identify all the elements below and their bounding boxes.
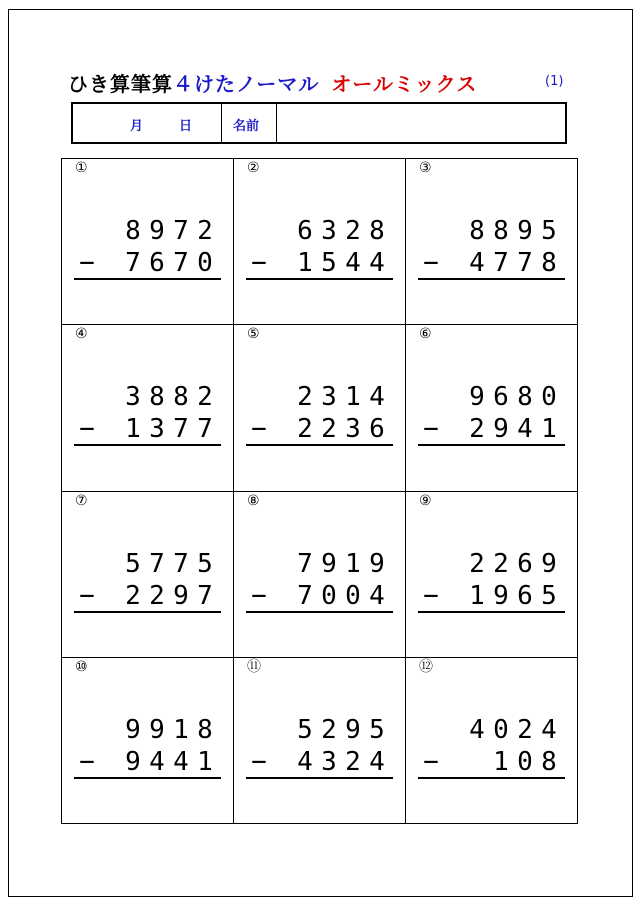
digit: 8: [149, 382, 165, 413]
digit: 0: [345, 580, 361, 611]
minuend: [121, 714, 217, 746]
subtrahend: [419, 580, 561, 612]
subtrahend: [75, 247, 217, 279]
digit: 7: [173, 216, 189, 246]
problem-cell[interactable]: [234, 658, 406, 824]
digit: [465, 747, 489, 777]
subtrahend: [419, 746, 561, 778]
header-box: [71, 102, 567, 144]
name-field[interactable]: [277, 104, 565, 142]
problem-cell[interactable]: [406, 159, 578, 325]
problem-number: ②: [247, 160, 260, 176]
digit: 5: [369, 714, 385, 745]
minus-sign: −: [423, 414, 439, 445]
digit: 2: [125, 580, 141, 611]
subtrahend: [247, 413, 389, 445]
digit: 9: [493, 580, 509, 611]
subtrahend: [247, 746, 389, 778]
digit: 6: [493, 382, 509, 413]
digit: 1: [197, 746, 213, 777]
digit: 1: [345, 548, 361, 579]
digit: 4: [469, 248, 485, 278]
answer-line: [246, 278, 393, 280]
answer-line: [418, 611, 565, 613]
digit: 4: [149, 746, 165, 777]
problem-number: ⑫: [419, 658, 433, 675]
minuend: [293, 548, 389, 580]
minus-sign: −: [79, 414, 95, 445]
subtrahend: [247, 247, 389, 279]
digit: 3: [321, 216, 337, 246]
problem-number: ⑥: [419, 326, 432, 343]
digit: 5: [541, 216, 557, 246]
answer-line: [418, 777, 565, 779]
answer-line: [246, 611, 393, 613]
answer-line: [418, 444, 565, 446]
digit: 5: [125, 548, 141, 579]
digit: 9: [149, 714, 165, 745]
digit: 7: [173, 248, 189, 278]
digit: 3: [149, 414, 165, 445]
minus-sign: −: [251, 414, 267, 445]
problem-number: ⑤: [247, 326, 260, 343]
digit: 1: [297, 248, 313, 278]
digit: 9: [149, 216, 165, 246]
digit: 4: [369, 746, 385, 777]
digit: 4: [345, 248, 361, 278]
digit: 6: [149, 248, 165, 278]
digit: 5: [321, 248, 337, 278]
digit: 0: [197, 248, 213, 278]
digit: 7: [125, 248, 141, 278]
minus-sign: −: [251, 580, 267, 611]
digit: 8: [541, 746, 557, 777]
problem-cell[interactable]: [406, 492, 578, 658]
digit: 9: [173, 580, 189, 611]
digit: 9: [469, 382, 485, 413]
digit: 2: [197, 216, 213, 246]
digit: 7: [297, 580, 313, 611]
digit: 2: [469, 548, 485, 579]
problem-cell[interactable]: [234, 325, 406, 491]
minus-sign: −: [79, 248, 95, 278]
problem-cell[interactable]: [234, 492, 406, 658]
minus-sign: −: [79, 580, 95, 611]
digit: 9: [493, 414, 509, 445]
problem-number: ⑨: [419, 492, 432, 509]
digit: 4: [297, 746, 313, 777]
digit: 4: [517, 414, 533, 445]
problem-cell[interactable]: [62, 159, 234, 325]
digit: 4: [369, 382, 385, 413]
minuend: [121, 215, 217, 247]
digit: 6: [297, 216, 313, 246]
digit: 2: [149, 580, 165, 611]
date-field[interactable]: [73, 104, 222, 142]
digit: 0: [517, 746, 533, 777]
minus-sign: −: [251, 746, 267, 777]
digit: 4: [469, 714, 485, 745]
minuend: [465, 381, 561, 413]
digit: 8: [197, 714, 213, 745]
digit: 9: [345, 714, 361, 745]
digit: 9: [369, 548, 385, 579]
name-label: 名前: [233, 119, 260, 134]
title-part-subtraction: ひき算筆算: [68, 72, 173, 96]
digit: 3: [125, 382, 141, 413]
answer-line: [418, 278, 565, 280]
title-part-digits: ４けたノーマル: [173, 72, 320, 96]
name-label-cell: [222, 104, 277, 142]
problem-cell[interactable]: [406, 658, 578, 824]
minuend: [465, 714, 561, 746]
digit: 3: [321, 382, 337, 413]
minus-sign: −: [423, 746, 439, 777]
minus-sign: −: [423, 580, 439, 611]
digit: 8: [541, 248, 557, 278]
digit: 7: [493, 248, 509, 278]
digit: 2: [517, 714, 533, 745]
digit: 9: [125, 714, 141, 745]
answer-line: [74, 611, 221, 613]
minuend: [465, 215, 561, 247]
subtrahend: [75, 413, 217, 445]
answer-line: [74, 444, 221, 446]
digit: 0: [541, 382, 557, 413]
digit: 7: [173, 414, 189, 445]
digit: 0: [321, 580, 337, 611]
digit: 4: [369, 580, 385, 611]
digit: 3: [345, 414, 361, 445]
digit: 7: [197, 580, 213, 611]
title-part-mix: オールミックス: [331, 72, 478, 96]
digit: 8: [493, 216, 509, 246]
answer-line: [246, 777, 393, 779]
subtrahend: [75, 580, 217, 612]
digit: 9: [125, 746, 141, 777]
minus-sign: −: [423, 248, 439, 278]
digit: 1: [541, 414, 557, 445]
digit: 9: [517, 216, 533, 246]
subtrahend: [419, 413, 561, 445]
digit: 2: [345, 216, 361, 246]
minus-sign: −: [79, 746, 95, 777]
digit: 5: [197, 548, 213, 579]
digit: 4: [369, 248, 385, 278]
digit: 7: [297, 548, 313, 579]
minus-sign: −: [251, 248, 267, 278]
digit: 7: [149, 548, 165, 579]
digit: 6: [517, 580, 533, 611]
digit: 5: [541, 580, 557, 611]
day-label: 日: [179, 119, 193, 134]
problem-number: ⑧: [247, 492, 260, 509]
minuend: [293, 381, 389, 413]
sheet-number: (1): [545, 74, 564, 89]
digit: 9: [541, 548, 557, 579]
digit: 1: [493, 746, 509, 777]
problem-cell[interactable]: [406, 325, 578, 491]
digit: 8: [173, 382, 189, 413]
problem-cell[interactable]: [62, 492, 234, 658]
digit: 6: [517, 548, 533, 579]
problem-number: ⑪: [247, 658, 261, 675]
digit: 2: [197, 382, 213, 413]
problem-number: ③: [419, 160, 432, 176]
minuend: [293, 714, 389, 746]
digit: 8: [369, 216, 385, 246]
digit: 7: [517, 248, 533, 278]
digit: 3: [321, 746, 337, 777]
digit: 1: [469, 580, 485, 611]
digit: 7: [197, 414, 213, 445]
subtrahend: [419, 247, 561, 279]
digit: 5: [297, 714, 313, 745]
digit: 2: [297, 382, 313, 413]
digit: 7: [173, 548, 189, 579]
digit: 4: [541, 714, 557, 745]
problem-number: ①: [75, 160, 88, 176]
subtrahend: [75, 746, 217, 778]
minuend: [465, 548, 561, 580]
problem-cell[interactable]: [62, 658, 234, 824]
answer-line: [74, 777, 221, 779]
digit: 2: [321, 414, 337, 445]
digit: 2: [321, 714, 337, 745]
minuend: [121, 548, 217, 580]
minuend: [121, 381, 217, 413]
problem-number: ④: [75, 326, 88, 343]
problem-cell[interactable]: [62, 325, 234, 491]
worksheet-title: [68, 70, 477, 98]
digit: 8: [125, 216, 141, 246]
digit: 1: [345, 382, 361, 413]
digit: 2: [469, 414, 485, 445]
digit: 1: [125, 414, 141, 445]
answer-line: [74, 278, 221, 280]
digit: 2: [345, 746, 361, 777]
problem-number: ⑩: [75, 658, 88, 675]
digit: 1: [173, 714, 189, 745]
digit: 6: [369, 414, 385, 445]
digit: 0: [493, 714, 509, 745]
digit: 9: [321, 548, 337, 579]
digit: 8: [469, 216, 485, 246]
digit: 4: [173, 746, 189, 777]
digit: 8: [517, 382, 533, 413]
problem-cell[interactable]: [234, 159, 406, 325]
month-label: 月: [130, 119, 144, 134]
digit: 2: [297, 414, 313, 445]
subtrahend: [247, 580, 389, 612]
digit: 2: [493, 548, 509, 579]
minuend: [293, 215, 389, 247]
problem-grid: [61, 158, 578, 824]
problem-number: ⑦: [75, 492, 88, 509]
answer-line: [246, 444, 393, 446]
